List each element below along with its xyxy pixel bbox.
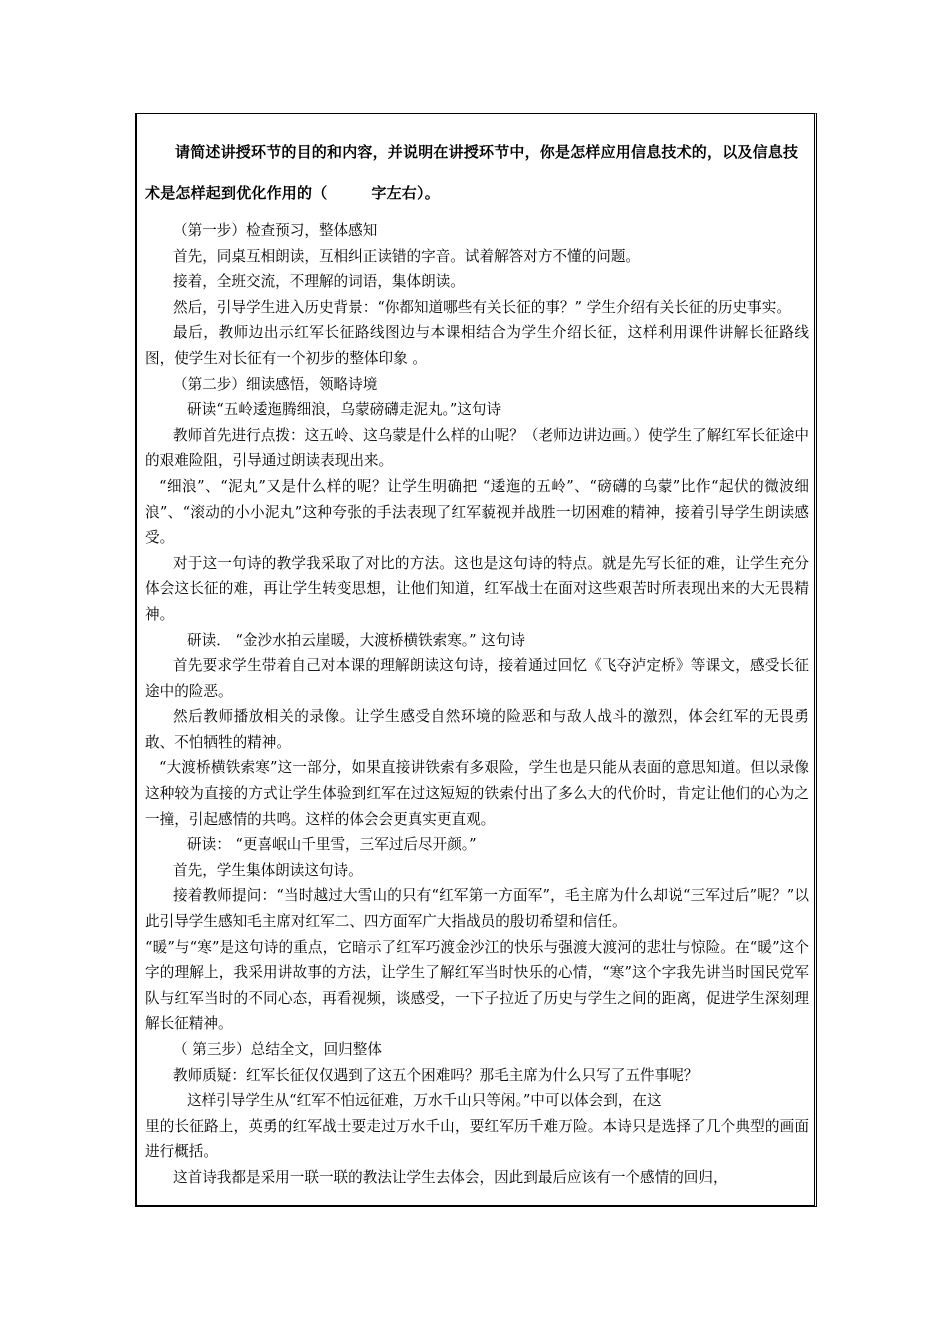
paragraph: 教师首先进行点拨：这五岭、这乌蒙是什么样的山呢？（老师边讲边画。）使学生了解红军长征途中的艰难险阻，引导通过朗读表现出来。 xyxy=(145,426,809,470)
paragraph: 研读“五岭逶迤腾细浪，乌蒙磅礴走泥丸。”这句诗 xyxy=(187,401,502,419)
step-heading-3: （ 第三步）总结全文，回归整体 xyxy=(173,1041,382,1058)
paragraph: 研读： “更喜岷山千里雪，三军过后尽开颜。” xyxy=(187,836,477,854)
paragraph: 对于这一句诗的教学我采取了对比的方法。这也是这句诗的特点。就是先写长征的难，让学生充分体会这长征的难，再让学生转变思想，让他们知道，红军战士在面对这些艰苦时所表现出来的大无畏精神。 xyxy=(145,554,809,623)
paragraph: 首先，同桌互相朗读，互相纠正读错的字音。试着解答对方不懂的问题。 xyxy=(173,247,641,265)
paragraph: “暖”与“寒”是这句诗的重点，它暗示了红军巧渡金沙江的快乐与强渡大渡河的悲壮与惊险。在“暖”这个字的理解上，我采用讲故事的方法，让学生了解红军当时快乐的心情，“寒”这个字我先讲当时国民党军队与红军当时的不同心态，再看视频，谈感受，一下子拉近了历史与学生之间的距离，促进学生深刻理解长征精神。 xyxy=(145,938,809,1033)
answer-body xyxy=(145,218,809,1191)
prompt-part-2: 字左右）。 xyxy=(371,184,440,202)
paragraph: 首先，学生集体朗读这句诗。 xyxy=(173,861,363,879)
paragraph: 里的长征路上，英勇的红军战士要走过万水千山，要红军历千难万险。本诗只是选择了几个典型的画面进行概括。 xyxy=(145,1117,809,1161)
paragraph: 教师质疑：红军长征仅仅遇到了这五个困难吗？那毛主席为什么只写了五件事呢？ xyxy=(173,1066,699,1084)
paragraph: 然后，引导学生进入历史背景：“你都知道哪些有关长征的事？” 学生介绍有关长征的历史事实。 xyxy=(173,298,791,316)
paragraph: “细浪”、“泥丸”又是什么样的呢？让学生明确把 “逶迤的五岭”、“磅礴的乌蒙”比作“起伏的微波细浪”、“滚动的小小泥丸”这种夸张的手法表现了红军藐视并战胜一切困难的精神，接着引导学生朗读感受。 xyxy=(145,477,809,547)
paragraph: 这首诗我都是采用一联一联的教法让学生去体会，因此到最后应该有一个感情的回归， xyxy=(173,1168,728,1186)
paragraph: 首先要求学生带着自己对本课的理解朗读这句诗，接着通过回忆《飞夺泸定桥》等课文，感受长征途中的险恶。 xyxy=(145,657,809,700)
paragraph: 研读． “金沙水拍云崖暖，大渡桥横铁索寒。” 这句诗 xyxy=(187,631,525,649)
paragraph: 接着，全班交流，不理解的词语，集体朗读。 xyxy=(173,273,465,291)
answer-content xyxy=(145,132,809,1191)
step-heading-2: （第二步）细读感悟，领略诗境 xyxy=(173,375,378,393)
paragraph: 这样引导学生从“红军不怕远征难，万水千山只等闲。”中可以体会到，在这 xyxy=(187,1092,662,1110)
paragraph: 最后，教师边出示红军长征路线图边与本课相结合为学生介绍长征，这样利用课件讲解长征路线图，使学生对长征有一个初步的整体印象 。 xyxy=(145,324,809,367)
prompt-part-1: 请简述讲授环节的目的和内容，并说明在讲授环节中，你是怎样应用信息技术的，以及信息技术是怎样起到优化作用的（ xyxy=(145,143,799,202)
paragraph: 然后教师播放相关的录像。让学生感受自然环境的险恶和与敌人战斗的激烈，体会红军的无畏勇敢、不怕牺牲的精神。 xyxy=(145,708,809,751)
paragraph: “大渡桥横铁索寒”这一部分，如果直接讲铁索有多艰险，学生也是只能从表面的意思知道。但以录像这种较为直接的方式让学生体验到红军在过这短短的铁索付出了多么大的代价时，肯定让他们的心为之一撞，引起感情的共鸣。这样的体会会更真实更直观。 xyxy=(145,759,809,828)
prompt-question xyxy=(145,132,809,214)
answer-box xyxy=(135,113,817,1207)
paragraph: 接着教师提问：“当时越过大雪山的只有“红军第一方面军”，毛主席为什么却说“三军过后”呢？”以此引导学生感知毛主席对红军二、四方面军广大指战员的殷切希望和信任。 xyxy=(145,887,809,931)
step-heading-1: （第一步）检查预习，整体感知 xyxy=(173,222,378,239)
